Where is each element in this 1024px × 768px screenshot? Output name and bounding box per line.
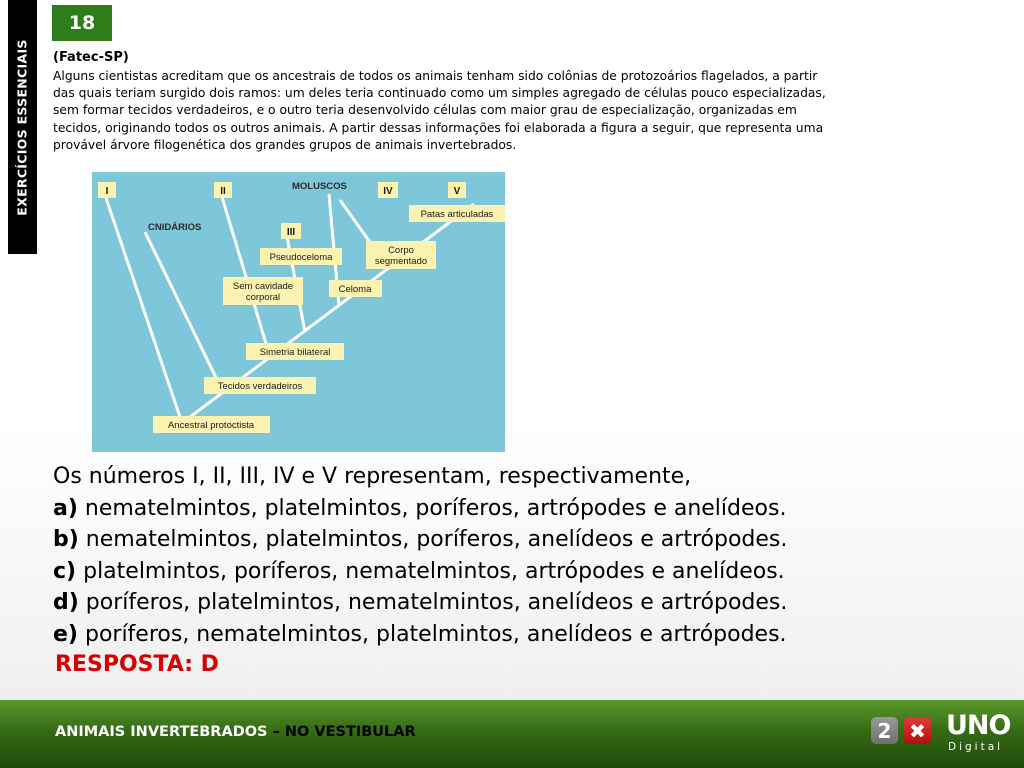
trait-patas-articuladas: Patas articuladas (420, 209, 494, 220)
option-b[interactable] (53, 524, 983, 556)
numeral-iii: III (286, 227, 296, 238)
option-letter: b) (53, 527, 79, 552)
option-text: platelmintos, poríferos, nematelmintos, artrópodes e anelídeos. (76, 558, 785, 584)
question-number-badge: 18 (52, 5, 112, 41)
brand-logo-digital: Digital (948, 741, 1004, 753)
trait-tecidos-verdadeiros: Tecidos verdadeiros (217, 381, 303, 392)
option-letter: e) (53, 621, 78, 647)
trait-corpo-segmentado-1: Corpo (388, 245, 414, 256)
option-text: nematelmintos, platelmintos, poríferos, anelídeos e artrópodes. (78, 527, 788, 552)
intro-line: provável árvore filogenética dos grandes grupos de animais invertebrados. (53, 137, 517, 152)
footer-title (55, 724, 416, 740)
option-letter: d) (53, 590, 79, 615)
trait-simetria-bilateral: Simetria bilateral (259, 347, 331, 358)
sidebar-band (8, 0, 37, 254)
trait-corpo-segmentado-2: segmentado (374, 256, 428, 267)
option-a[interactable] (53, 493, 983, 525)
group-label-moluscos: MOLUSCOS (292, 181, 347, 192)
trait-sem-cavidade-2: corporal (245, 292, 281, 303)
option-e[interactable] (53, 619, 983, 651)
intro-line: tecidos, originando todos os outros animais. A partir dessas informações foi elaborada a figura a seguir, que representa uma (53, 120, 824, 135)
trait-celoma: Celoma (338, 284, 372, 295)
option-text: poríferos, nematelmintos, platelmintos, anelídeos e artrópodes. (77, 621, 787, 647)
option-c[interactable] (53, 556, 983, 588)
footer-title-main: ANIMAIS INVERTEBRADOS (55, 724, 268, 740)
question-intro (53, 68, 963, 154)
option-text: nematelmintos, platelmintos, poríferos, artrópodes e anelídeos. (77, 495, 787, 521)
option-d[interactable] (53, 587, 983, 619)
trait-pseudoceloma: Pseudoceloma (269, 252, 333, 263)
footer-bar (0, 700, 1024, 768)
trait-ancestral-protoctista: Ancestral protoctista (167, 420, 255, 431)
numeral-ii: II (220, 186, 226, 197)
option-letter: a) (53, 495, 78, 521)
option-text: poríferos, platelmintos, nematelmintos, anelídeos e artrópodes. (78, 590, 788, 615)
numeral-v: V (453, 186, 461, 197)
answer-text: RESPOSTA: D (55, 652, 219, 677)
logo-two-icon: 2 (871, 717, 898, 744)
logo-x-icon: ✖ (904, 717, 931, 744)
question-stem: Os números I, II, III, IV e V representam, respectivamente, (53, 464, 692, 489)
phylogenetic-tree-diagram (92, 172, 505, 452)
footer-title-sub: – NO VESTIBULAR (267, 724, 416, 740)
brand-logo-uno: UNO (946, 710, 1011, 741)
trait-sem-cavidade-1: Sem cavidade (232, 281, 294, 292)
intro-line: das quais teriam surgido dois ramos: um deles teria continuado como um simples agregado de células pouco especializadas, (53, 86, 826, 101)
question-block (53, 461, 983, 650)
option-letter: c) (53, 558, 77, 584)
numeral-i: I (105, 186, 109, 197)
question-source: (Fatec-SP) (53, 50, 129, 65)
intro-line: sem formar tecidos verdadeiros, e o outro teria desenvolvido células com maior grau de especialização, organizadas em (53, 103, 797, 118)
sidebar-label: EXERCÍCIOS ESSENCIAIS (15, 38, 30, 216)
group-label-cnidarios: CNIDÁRIOS (148, 222, 202, 233)
sidebar-label-wrap (8, 0, 37, 254)
intro-line: Alguns cientistas acreditam que os ancestrais de todos os animais tenham sido colônias de protozoários flagelados, a partir (53, 69, 818, 83)
numeral-iv: IV (383, 186, 393, 197)
